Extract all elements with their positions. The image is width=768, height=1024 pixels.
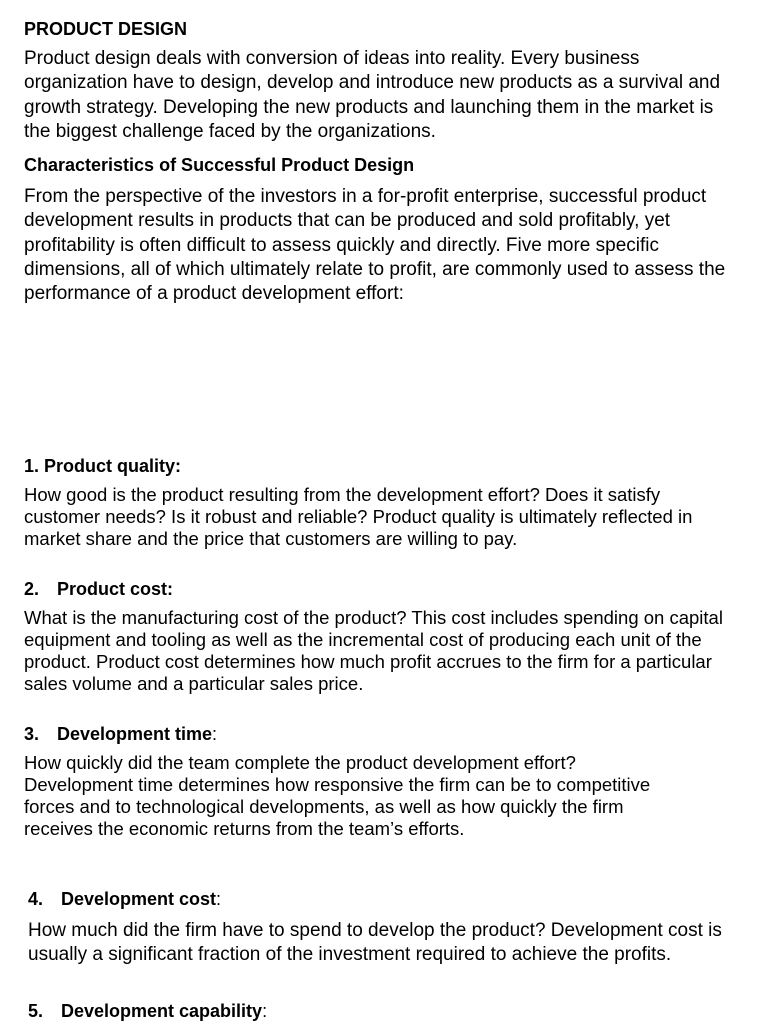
item-3-text: How quickly did the team complete the product development effort? Development time determines how responsive the firm can be to competitive forces and to technological developments, as well as how quickly the firm receives the economic returns from the team’s efforts. <box>24 752 651 839</box>
item-1-number: 1. <box>24 456 40 476</box>
item-1-text: How good is the product resulting from the development effort? Does it satisfy customer needs? Is it robust and reliable? Product quality is ultimately reflected in market share and the price that customers are willing to pay. <box>24 484 693 549</box>
item-1-heading <box>24 454 181 478</box>
item-2-heading <box>24 577 173 601</box>
item-2-label: Product cost: <box>57 579 174 599</box>
intro-paragraph: Product design deals with conversion of ideas into reality. Every business organization have to design, develop and introduce new products as a survival and growth strategy. Developing the new products and launching them in the market is the biggest challenge faced by the organizations. <box>24 48 721 142</box>
item-4-heading <box>28 887 221 911</box>
item-5-heading <box>28 999 267 1023</box>
item-2-text: What is the manufacturing cost of the product? This cost includes spending on capital equipment and tooling as well as the incremental cost of producing each unit of the product. Product cost determines how much profit accrues to the firm for a particular sales volume and a particular sales price. <box>24 607 723 694</box>
item-5-label: Development capability <box>61 1001 263 1021</box>
item-4-number: 4. <box>28 889 44 909</box>
item-3-number: 3. <box>24 724 40 744</box>
item-5-number: 5. <box>28 1001 44 1021</box>
item-4-label: Development cost <box>61 889 217 909</box>
item-2-number: 2. <box>24 579 40 599</box>
item-5-suffix: : <box>262 1001 268 1021</box>
item-4-text: How much did the firm have to spend to develop the product? Development cost is usually a significant fraction of the investment required to achieve the profits. <box>28 920 722 966</box>
item-3-label: Development time <box>57 724 213 744</box>
item-3-heading <box>24 722 217 746</box>
item-3-suffix: : <box>212 724 218 744</box>
context-paragraph: From the perspective of the investors in a for-profit enterprise, successful product development results in products that can be produced and sold profitably, yet profitability is often difficult to assess quickly and directly. Five more specific dimensions, all of which ultimately relate to profit, are commonly used to assess the performance of a product development effort: <box>24 186 726 305</box>
item-1-label: Product quality: <box>44 456 182 476</box>
section-subheading: Characteristics of Successful Product Design <box>24 155 415 175</box>
document-title: PRODUCT DESIGN <box>24 19 188 39</box>
item-4-suffix: : <box>216 889 222 909</box>
